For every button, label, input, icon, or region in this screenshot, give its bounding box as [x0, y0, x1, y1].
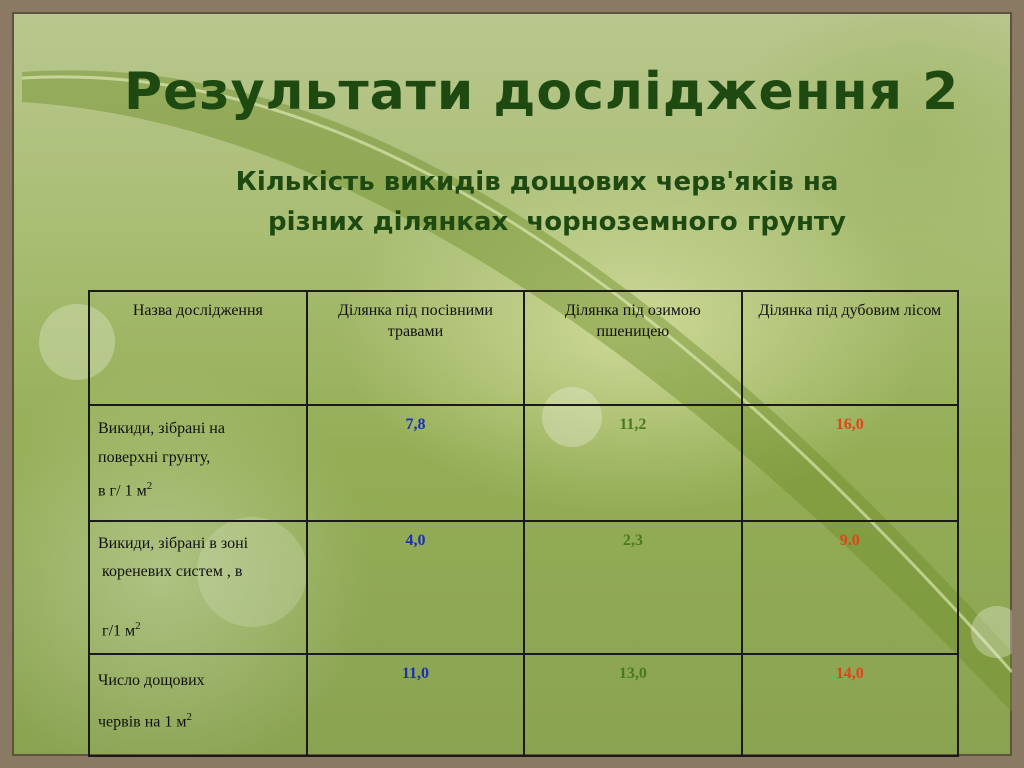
value-cell: 2,3: [524, 521, 741, 654]
subtitle-line-1: Кількість викидів дощових черв'яків на: [235, 167, 839, 197]
row-label: [89, 521, 307, 654]
table-row: [89, 521, 958, 654]
row-label-unit: г/1 м: [98, 622, 136, 640]
row-label: [89, 405, 307, 521]
row-label-unit: червів на 1 м: [98, 713, 187, 731]
row-label-line: Викиди, зібрані в зоні: [98, 535, 249, 552]
value-cell: 14,0: [742, 654, 958, 756]
value-cell: 7,8: [307, 405, 524, 521]
unit-superscript: 2: [146, 480, 153, 492]
row-label-line: [98, 586, 298, 612]
table-row: [89, 654, 958, 756]
value-cell: 13,0: [524, 654, 741, 756]
row-label-line: поверхні грунту,: [98, 449, 211, 466]
value-cell: 4,0: [307, 521, 524, 654]
page-title: Результати дослідження 2: [124, 62, 960, 122]
table-header-cell: Ділянка під дубовим лісом: [742, 291, 958, 405]
value-cell: 9.0: [742, 521, 958, 654]
subtitle-line-2: різних ділянках чорноземного грунту: [268, 207, 846, 237]
value-cell: 16,0: [742, 405, 958, 521]
table-row: [89, 405, 958, 521]
row-label-line: Викиди, зібрані на: [98, 420, 225, 437]
row-label: [89, 654, 307, 756]
subtitle: [187, 162, 887, 242]
table-header-row: [89, 291, 958, 405]
table-header-cell: Ділянка під посівними травами: [307, 291, 524, 405]
value-cell: 11,2: [524, 405, 741, 521]
row-label-unit: в г/ 1 м: [98, 482, 147, 500]
unit-superscript: 2: [135, 620, 141, 632]
value-cell: 11,0: [307, 654, 524, 756]
row-label-line: [98, 612, 298, 645]
table-header-cell: Ділянка під озимою пшеницею: [524, 291, 741, 405]
row-label-line: Число дощових: [98, 672, 205, 690]
row-label-line: кореневих систем , в: [98, 563, 243, 580]
row-label-line: [98, 472, 298, 505]
table-header-cell: Назва дослідження: [89, 291, 307, 405]
row-label-line: [98, 699, 298, 740]
unit-superscript: 2: [186, 711, 192, 724]
results-table: [88, 290, 959, 757]
